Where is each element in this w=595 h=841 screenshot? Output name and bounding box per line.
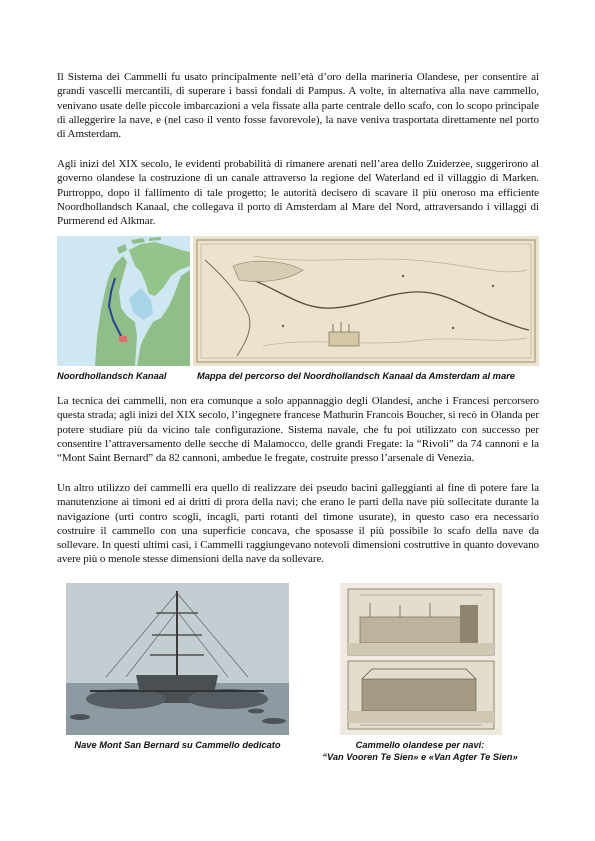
- dutch-camel-prints-graphic: [340, 583, 502, 735]
- caption-map-small: Noordhollandsch Kanaal: [57, 371, 167, 381]
- noordhollandsch-kanaal-map-image: [57, 236, 190, 366]
- caption-prints-line2: “Van Vooren Te Sien» e «Van Agter Te Sien»: [322, 752, 518, 762]
- caption-ship: Nave Mont San Bernard su Cammello dedicato: [74, 740, 281, 750]
- ship-on-camel-graphic: [66, 583, 289, 735]
- caption-prints-line1: Cammello olandese per navi:: [355, 740, 485, 750]
- historic-route-map-graphic: [193, 236, 539, 366]
- dutch-camel-prints-image: [340, 583, 502, 735]
- ship-on-camel-image: [66, 583, 289, 735]
- historic-route-map-image: [193, 236, 539, 366]
- paragraph-intro: Il Sistema dei Cammelli fu usato principalmente nell’età d’oro della marineria Olandese, per consentire ai grandi vascelli mercantili, di superare i bassi fondali di Pampus. A volte, in alternativa alla nave cammello, venivano usate delle piccole imbarcazioni a vela fissate alla parte centrale dello scafo, con lo scopo principale di alleggerire la nave, e (nel caso il vento fosse favorevole), la nave veniva trasportata direttamente nel porto di Amsterdam.: [57, 71, 539, 141]
- paragraph-canal: Agli inizi del XIX secolo, le evidenti probabilità di rimanere arenati nell’area dello Zuiderzee, suggerirono al governo olandese la costruzione di un canale attraverso la regione del Waterland ed il villaggio di Marken. Purtroppo, dopo il fallimento di tale progetto; le autorità decisero di scavare il più oneroso ma efficiente Noordhollandsch Kanaal, che collegava il porto di Amsterdam al Mare del Nord, attraversando i villaggi di Purmerend ed Alkmar.: [57, 158, 539, 228]
- paragraph-french-use: La tecnica dei cammelli, non era comunque a solo appannaggio degli Olandesi, anche i Francesi percorsero questa strada; agli inizi del XIX secolo, l’ingegnere francese Mathurin Francois Boucher, si recò in Olanda per potere studiare più da vicino tale configurazione. Sistema navale, che fu poi utilizzato con successo per consentire l’attraversamento delle secche di Malamocco, delle grandi Fregate: la “Rivoli” da 74 cannoni e la “Mont Saint Bernard” da 82 cannoni, ambedue le fregate, costruite presso l’arsenale di Venezia.: [57, 395, 539, 465]
- caption-map-route: Mappa del percorso del Noordhollandsch Kanaal da Amsterdam al mare: [197, 371, 515, 381]
- paragraph-floating-dock: Un altro utilizzo dei cammelli era quello di realizzare dei pseudo bacini galleggianti al fine di potere fare la manutenzione ai timoni ed ai dritti di prora della navi; che erano le parti della nave più sollecitate durante la navigazione (urti contro scogli, incagli, parti rotanti del timone usurate), in questo caso era necessario costruire il cammello con una superficie concava, che sposasse il più possibile lo scafo della nave da sollevare. In questi ultimi casi, i Cammelli raggiungevano notevoli dimensioni costruttive in quanto dovevano avere più o menole stesse dimensioni della nave da sollevare.: [57, 482, 539, 566]
- netherlands-map-graphic: [57, 236, 190, 366]
